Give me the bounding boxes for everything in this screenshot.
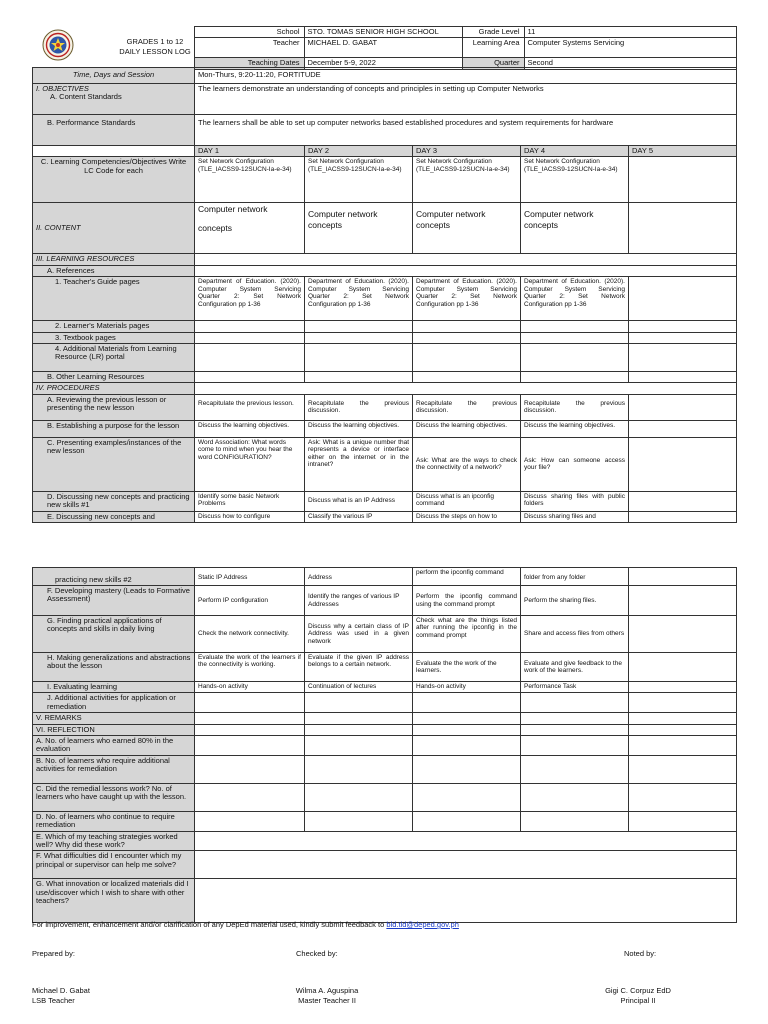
- references-blank: [195, 265, 737, 276]
- lr-cell: [195, 343, 305, 371]
- procedure-i-day-5: [629, 682, 737, 693]
- procedure-b-day-5: [629, 420, 737, 437]
- procedure-f-day-5: [629, 586, 737, 616]
- procedure-h-label: H. Making generalizations and abstractions about the lesson: [33, 653, 195, 682]
- remarks-label: V. REMARKS: [33, 713, 195, 724]
- reflection-a-cell: [413, 735, 521, 755]
- procedure-i-day-4: Performance Task: [521, 682, 629, 693]
- lr-cell: [521, 343, 629, 371]
- procedure-e-day-2-top: Classify the various IP: [305, 511, 413, 522]
- j-cell: [629, 693, 737, 713]
- procedure-b-day-2: Discuss the learning objectives.: [305, 420, 413, 437]
- teachers-guide-label: 1. Teacher's Guide pages: [33, 277, 195, 321]
- day-2-header: DAY 2: [305, 146, 413, 157]
- procedure-g-day-3: Check what are the things listed after running the ipconfig in the command prompt: [413, 616, 521, 653]
- daily-lesson-log-title: DAILY LESSON LOG: [119, 46, 191, 56]
- procedure-g-label: G. Finding practical applications of concepts and skills in daily living: [33, 616, 195, 653]
- tb-cell: [195, 332, 305, 343]
- checker-name: Wilma A. Aguspina: [295, 986, 359, 995]
- preparer-name: Michael D. Gabat: [32, 986, 90, 995]
- procedure-i-day-3: Hands-on activity: [413, 682, 521, 693]
- procedure-g-day-1: Check the network connectivity.: [195, 616, 305, 653]
- reflection-cell: [629, 724, 737, 735]
- procedure-d-day-2: Discuss what is an IP Address: [305, 491, 413, 511]
- procedure-e-label-top: E. Discussing new concepts and: [33, 511, 195, 522]
- content-day-2: Computer network concepts: [305, 203, 413, 254]
- reflection-a-cell: [521, 735, 629, 755]
- reflection-cell: [521, 724, 629, 735]
- header-brand: [32, 27, 194, 70]
- remarks-cell: [413, 713, 521, 724]
- noter-signature: [578, 986, 698, 1006]
- olr-cell: [305, 371, 413, 382]
- preparer-title: LSB Teacher: [32, 995, 75, 1005]
- procedure-c-day-2: Ask: What is a unique number that represents a device or interface either on the internet or in the intranet?: [305, 437, 413, 491]
- olr-cell: [413, 371, 521, 382]
- teaching-dates-value: December 5-9, 2022: [304, 58, 462, 69]
- reflection-e-label: E. Which of my teaching strategies worked well? Why did these work?: [33, 831, 195, 851]
- procedure-f-day-2: Identify the ranges of various IP Addresses: [305, 586, 413, 616]
- reflection-b-label: B. No. of learners who require additional activities for remediation: [33, 755, 195, 783]
- teachers-guide-day-1: Department of Education. (2020). Computer System Servicing Quarter 2: Set Network Configuration pp 1-36: [195, 277, 305, 321]
- lm-cell: [629, 321, 737, 332]
- procedure-e-day-3-bottom: perform the ipconfig command: [413, 568, 521, 586]
- reflection-f-label: F. What difficulties did I encounter which my principal or supervisor can help me solve?: [33, 851, 195, 879]
- teachers-guide-day-5: [629, 277, 737, 321]
- procedures-heading: IV. PROCEDURES: [33, 383, 195, 394]
- lesson-log-table-continued: [32, 567, 737, 923]
- procedure-c-label: C. Presenting examples/instances of the new lesson: [33, 437, 195, 491]
- procedure-h-day-2: Evaluate if the given IP address belongs to a certain network.: [305, 653, 413, 682]
- procedure-i-day-2: Continuation of lectures: [305, 682, 413, 693]
- school-value: STO. TOMAS SENIOR HIGH SCHOOL: [304, 27, 462, 38]
- tb-cell: [305, 332, 413, 343]
- procedure-d-day-3: Discuss what is an ipconfig command: [413, 491, 521, 511]
- procedure-b-day-1: Discuss the learning objectives.: [195, 420, 305, 437]
- reflection-d-label: D. No. of learners who continue to require remediation: [33, 811, 195, 831]
- remarks-cell: [521, 713, 629, 724]
- checked-by-label: Checked by:: [296, 949, 338, 958]
- reflection-a-cell: [195, 735, 305, 755]
- time-value: Mon-Thurs, 9:20-11:20, FORTITUDE: [195, 68, 737, 84]
- content-label: II. CONTENT: [33, 203, 195, 254]
- teachers-guide-day-3: Department of Education. (2020). Computer System Servicing Quarter 2: Set Network Configuration pp 1-36: [413, 277, 521, 321]
- procedure-a-day-3: Recapitulate the previous discussion.: [413, 394, 521, 420]
- quarter-value: Second: [524, 58, 736, 69]
- reflection-c-label: C. Did the remedial lessons work? No. of learners who have caught up with the lesson.: [33, 783, 195, 811]
- checker-signature: [262, 986, 392, 1006]
- reflection-d-cell: [305, 811, 413, 831]
- performance-standards-text: The learners shall be able to set up computer networks based established procedures and system requirements for hardware: [195, 115, 737, 146]
- lr-cell: [413, 343, 521, 371]
- feedback-note: [32, 921, 459, 929]
- procedure-a-label: A. Reviewing the previous lesson or presenting the new lesson: [33, 394, 195, 420]
- other-resources-label: B. Other Learning Resources: [33, 371, 195, 382]
- tb-cell: [521, 332, 629, 343]
- reflection-cell: [195, 724, 305, 735]
- procedure-e-label-bottom: practicing new skills #2: [33, 568, 195, 586]
- learning-area-label: Learning Area: [462, 38, 524, 58]
- reflection-b-cell: [305, 755, 413, 783]
- remarks-cell: [195, 713, 305, 724]
- procedure-j-label: J. Additional activities for application or remediation: [33, 693, 195, 713]
- reflection-c-cell: [521, 783, 629, 811]
- procedure-d-day-4: Discuss sharing files with public folders: [521, 491, 629, 511]
- j-cell: [521, 693, 629, 713]
- header-table: [32, 26, 737, 70]
- procedure-f-day-1: Perform IP configuration: [195, 586, 305, 616]
- reflection-d-cell: [521, 811, 629, 831]
- reflection-a-label: A. No. of learners who earned 80% in the evaluation: [33, 735, 195, 755]
- reflection-b-cell: [195, 755, 305, 783]
- procedure-d-day-1: Identify some basic Network Problems: [195, 491, 305, 511]
- teachers-guide-day-4: Department of Education. (2020). Computer System Servicing Quarter 2: Set Network Configuration pp 1-36: [521, 277, 629, 321]
- objectives-heading: I. OBJECTIVES: [36, 84, 89, 93]
- noter-title: Principal II: [620, 995, 656, 1005]
- j-cell: [195, 693, 305, 713]
- procedure-a-day-1: Recapitulate the previous lesson.: [195, 394, 305, 420]
- time-label: Time, Days and Session: [33, 68, 195, 84]
- procedure-e-day-1-top: Discuss how to configure: [195, 511, 305, 522]
- procedure-a-day-2: Recapitulate the previous discussion.: [305, 394, 413, 420]
- references-label: A. References: [33, 265, 195, 276]
- procedure-c-day-3: Ask: What are the ways to check the connectivity of a network?: [413, 437, 521, 491]
- lm-cell: [413, 321, 521, 332]
- content-day-4: Computer network concepts: [521, 203, 629, 254]
- additional-materials-label: 4. Additional Materials from Learning Resource (LR) portal: [33, 343, 195, 371]
- reflection-c-cell: [413, 783, 521, 811]
- content-standards-text: The learners demonstrate an understanding of concepts and principles in setting up Computer Networks: [195, 84, 737, 115]
- content-day-5: [629, 203, 737, 254]
- tb-cell: [413, 332, 521, 343]
- competency-day-4: Set Network Configuration (TLE_IACSS9-12SUCN-Ia-e-34): [521, 157, 629, 203]
- procedure-d-label: D. Discussing new concepts and practicing new skills #1: [33, 491, 195, 511]
- procedure-b-label: B. Establishing a purpose for the lesson: [33, 420, 195, 437]
- procedure-a-day-4: Recapitulate the previous discussion.: [521, 394, 629, 420]
- procedure-e-day-5-bottom: [629, 568, 737, 586]
- reflection-heading: VI. REFLECTION: [33, 724, 195, 735]
- competency-day-2: Set Network Configuration (TLE_IACSS9-12SUCN-Ia-e-34): [305, 157, 413, 203]
- reflection-e-cell: [195, 831, 737, 851]
- procedure-e-day-2-bottom: Address: [305, 568, 413, 586]
- preparer-signature: [32, 986, 90, 1006]
- procedure-e-day-4-bottom: folder from any folder: [521, 568, 629, 586]
- lr-cell: [629, 343, 737, 371]
- competencies-label: C. Learning Competencies/Objectives Write LC Code for each: [33, 157, 195, 203]
- procedure-g-day-2: Discuss why a certain class of IP Address was used in a given network: [305, 616, 413, 653]
- reflection-b-cell: [629, 755, 737, 783]
- reflection-d-cell: [629, 811, 737, 831]
- procedure-f-day-3: Perform the ipconfig command using the command prompt: [413, 586, 521, 616]
- prepared-by-label: Prepared by:: [32, 949, 75, 958]
- procedure-h-day-5: [629, 653, 737, 682]
- reflection-c-cell: [195, 783, 305, 811]
- teachers-guide-day-2: Department of Education. (2020). Computer System Servicing Quarter 2: Set Network Configuration pp 1-36: [305, 277, 413, 321]
- remarks-cell: [629, 713, 737, 724]
- grades-label: GRADES 1 to 12: [126, 36, 184, 46]
- reflection-b-cell: [413, 755, 521, 783]
- procedure-h-day-3: Evaluate the the work of the learners.: [413, 653, 521, 682]
- feedback-email-link[interactable]: bld.tld@deped.gov.ph: [386, 920, 459, 929]
- procedure-d-day-5: [629, 491, 737, 511]
- grades-title: [90, 37, 194, 57]
- j-cell: [305, 693, 413, 713]
- procedure-g-day-4: Share and access files from others: [521, 616, 629, 653]
- lm-cell: [305, 321, 413, 332]
- procedure-i-day-1: Hands-on activity: [195, 682, 305, 693]
- lesson-log-table: [32, 67, 737, 523]
- lm-cell: [521, 321, 629, 332]
- quarter-label: Quarter: [462, 58, 524, 69]
- lr-cell: [305, 343, 413, 371]
- olr-cell: [521, 371, 629, 382]
- textbook-pages-label: 3. Textbook pages: [33, 332, 195, 343]
- noted-by-label: Noted by:: [624, 949, 657, 958]
- teacher-label: Teacher: [194, 38, 304, 58]
- day-4-header: DAY 4: [521, 146, 629, 157]
- deped-seal-icon: [42, 29, 74, 61]
- day-3-header: DAY 3: [413, 146, 521, 157]
- checker-title: Master Teacher II: [298, 995, 356, 1005]
- grade-level-value: 11: [524, 27, 736, 38]
- day-header-blank: [33, 146, 195, 157]
- grade-level-label: Grade Level: [462, 27, 524, 38]
- procedures-blank: [195, 383, 737, 394]
- reflection-d-cell: [413, 811, 521, 831]
- teaching-dates-label: Teaching Dates: [194, 58, 304, 69]
- procedure-h-day-1: Evaluate the work of the learners if the connectivity is working.: [195, 653, 305, 682]
- feedback-note-text: For improvement, enhancement and/or clarification of any DepEd material used, kindly submit feedback to: [32, 920, 385, 929]
- procedure-f-label: F. Developing mastery (Leads to Formative Assessment): [33, 586, 195, 616]
- competency-day-5: [629, 157, 737, 203]
- learning-resources-heading: III. LEARNING RESOURCES: [33, 254, 195, 265]
- procedure-a-day-5: [629, 394, 737, 420]
- content-day-1: [195, 203, 305, 254]
- noter-name: Gigi C. Corpuz EdD: [605, 986, 671, 995]
- reflection-b-cell: [521, 755, 629, 783]
- procedure-e-day-4-top: Discuss sharing files and: [521, 511, 629, 522]
- reflection-d-cell: [195, 811, 305, 831]
- reflection-cell: [413, 724, 521, 735]
- reflection-c-cell: [629, 783, 737, 811]
- procedure-h-day-4: Evaluate and give feedback to the work of the learners.: [521, 653, 629, 682]
- teacher-value: MICHAEL D. GABAT: [304, 38, 462, 58]
- day-5-header: DAY 5: [629, 146, 737, 157]
- content-day-3: Computer network concepts: [413, 203, 521, 254]
- competency-day-3: Set Network Configuration (TLE_IACSS9-12SUCN-Ia-e-34): [413, 157, 521, 203]
- school-label: School: [194, 27, 304, 38]
- j-cell: [413, 693, 521, 713]
- procedure-f-day-4: Perform the sharing files.: [521, 586, 629, 616]
- procedure-i-label: I. Evaluating learning: [33, 682, 195, 693]
- reflection-g-cell: [195, 879, 737, 923]
- content-standards-label: A. Content Standards: [50, 92, 122, 102]
- remarks-cell: [305, 713, 413, 724]
- olr-cell: [195, 371, 305, 382]
- performance-standards-label: B. Performance Standards: [33, 115, 195, 146]
- procedure-c-day-5: [629, 437, 737, 491]
- reflection-c-cell: [305, 783, 413, 811]
- day-1-header: DAY 1: [195, 146, 305, 157]
- procedure-b-day-4: Discuss the learning objectives.: [521, 420, 629, 437]
- reflection-a-cell: [305, 735, 413, 755]
- content-standards-cell: [33, 84, 195, 115]
- reflection-f-cell: [195, 851, 737, 879]
- content-day-1-line-1: Computer network: [198, 204, 268, 215]
- reflection-cell: [305, 724, 413, 735]
- procedure-g-day-5: [629, 616, 737, 653]
- procedure-c-day-4: Ask: How can someone access your file?: [521, 437, 629, 491]
- procedure-c-day-1: Word Association: What words come to mind when you hear the word CONFIGURATION?: [195, 437, 305, 491]
- competency-day-1: Set Network Configuration (TLE_IACSS9-12SUCN-Ia-e-34): [195, 157, 305, 203]
- learning-area-value: Computer Systems Servicing: [524, 38, 736, 58]
- procedure-e-day-5-top: [629, 511, 737, 522]
- procedure-e-day-3-top: Discuss the steps on how to: [413, 511, 521, 522]
- tb-cell: [629, 332, 737, 343]
- procedure-e-day-1-bottom: Static IP Address: [195, 568, 305, 586]
- procedure-b-day-3: Discuss the learning objectives.: [413, 420, 521, 437]
- learning-resources-blank: [195, 254, 737, 265]
- learners-materials-label: 2. Learner's Materials pages: [33, 321, 195, 332]
- reflection-a-cell: [629, 735, 737, 755]
- reflection-g-label: G. What innovation or localized materials did I use/discover which I wish to share with other teachers?: [33, 879, 195, 923]
- olr-cell: [629, 371, 737, 382]
- lm-cell: [195, 321, 305, 332]
- content-day-1-line-2: concepts: [198, 223, 233, 234]
